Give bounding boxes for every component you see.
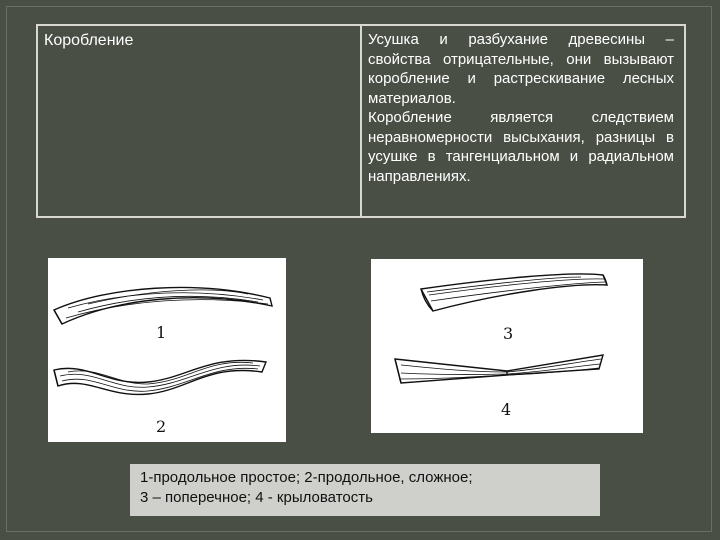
table-description [368,30,674,186]
warping-drawings-3-4 [371,259,643,433]
warping-figure-left [48,258,286,442]
figure-label-3: 3 [503,324,514,343]
table-heading: Коробление [44,32,134,49]
caption-line-2: 3 – поперечное; 4 - крыловатость [140,489,373,506]
figure-caption [130,464,600,516]
board-4-drawing [395,355,603,383]
figure-label-4: 4 [501,400,512,419]
board-2-drawing [54,360,266,394]
description-paragraph-2: Коробление является следствием неравномерности высыхания, разницы в усушке в тангенциальном и радиальном направлениях. [368,109,674,185]
board-3-drawing [421,274,607,311]
description-paragraph-1: Усушка и разбухание древесины – свойства отрицательные, они вызывают коробление и растрескивание лесных материалов. [368,31,674,107]
info-table [36,24,686,218]
figure-label-1: 1 [156,323,167,342]
warping-drawings-1-2 [48,258,286,442]
figure-label-2: 2 [156,417,167,436]
board-1-drawing [54,288,272,324]
warping-figure-right [371,259,643,433]
table-divider [360,26,362,216]
caption-line-1: 1-продольное простое; 2-продольное, сложное; [140,469,473,486]
